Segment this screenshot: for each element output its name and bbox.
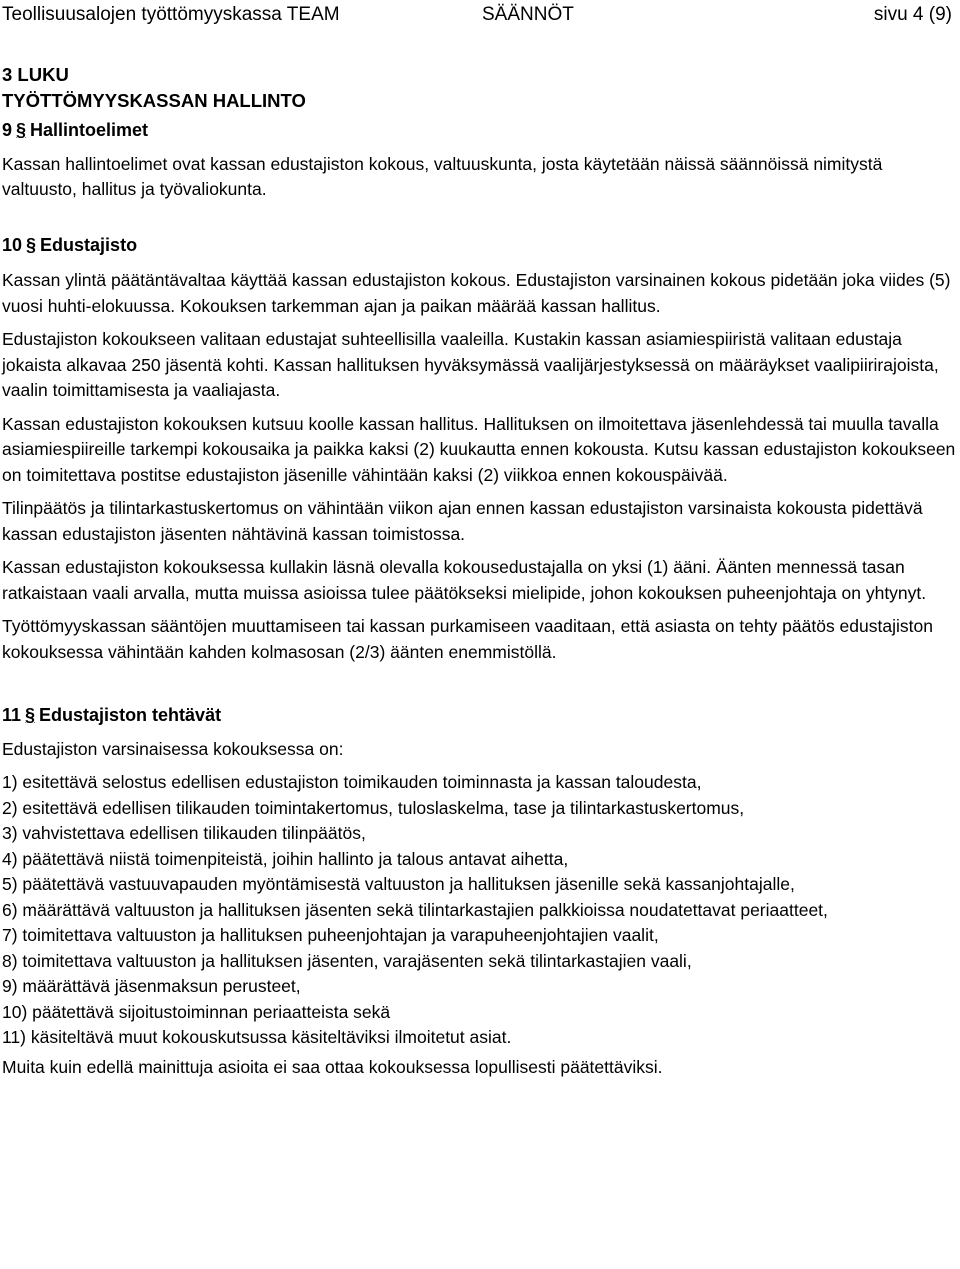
section-10-paragraph-2: Edustajiston kokoukseen valitaan edustajat suhteellisilla vaaleilla. Kustakin kassan asiamiespiiristä valitaan edustaja jokaista alkavaa 250 jäsentä kohti. Kassan hallituksen hyväksymässä vaalijärjestyksessä on määräykset vaalipiirirajoista, vaalin toimittamisesta ja vaaliajasta. [2, 329, 939, 400]
duties-list [2, 770, 957, 1051]
list-item: 8) toimitettava valtuuston ja hallituksen jäsenten, varajäsenten sekä tilintarkastajien vaali, [2, 950, 692, 971]
section-10-number: 10 [2, 234, 23, 255]
section-10-paragraph-1: Kassan ylintä päätäntävaltaa käyttää kassan edustajiston kokous. Edustajiston varsinainen kokous pidetään joka viides (5) vuosi huhti-elokuussa. Kokouksen tarkemman ajan ja paikan määrää kassan hallitus. [2, 270, 951, 316]
section-10-paragraph-6: Työttömyyskassan sääntöjen muuttamiseen tai kassan purkamiseen vaaditaan, että asiasta on tehty päätös edustajiston kokouksessa vähintään kahden kolmasosan (2/3) äänten enemmistöllä. [2, 616, 933, 662]
section-sign: § [16, 120, 27, 140]
list-item: 9) määrättävä jäsenmaksun perusteet, [2, 976, 301, 996]
list-item: 6) määrättävä valtuuston ja hallituksen jäsenten sekä tilintarkastajien palkkioissa noudatettavat periaatteet, [2, 899, 828, 920]
chapter-title: TYÖTTÖMYYSKASSAN HALLINTO [2, 90, 306, 111]
section-10-title: Edustajisto [40, 234, 138, 255]
list-item: 3) vahvistettava edellisen tilikauden tilinpäätös, [2, 823, 366, 843]
section-11-heading [2, 703, 957, 729]
section-10-heading [2, 233, 957, 259]
section-11-number: 11 [2, 705, 22, 725]
chapter-heading [2, 62, 957, 114]
list-item: 11) käsiteltävä muut kokouskutsussa käsiteltäviksi ilmoitetut asiat. [2, 1027, 512, 1047]
list-item: 10) päätettävä sijoitustoiminnan periaatteista sekä [2, 1001, 391, 1022]
section-9-heading [2, 118, 957, 144]
list-item: 5) päätettävä vastuuvapauden myöntämisestä valtuuston ja hallituksen jäsenille sekä kassanjohtajalle, [2, 874, 795, 894]
section-10-paragraph-3: Kassan edustajiston kokouksen kutsuu koolle kassan hallitus. Hallituksen on ilmoitettava jäsenlehdessä tai muulla tavalla asiamiespiireille tarkempi kokousaika ja paikka kaksi (2) kuukautta ennen kokousta. Kutsu kassan edustajiston kokoukseen on toimitettava postitse edustajiston jäsenille vähintään kaksi (2) viikkoa ennen kokouspäivää. [2, 413, 956, 485]
document-title: SÄÄNNÖT [482, 4, 574, 25]
chapter-number: 3 LUKU [2, 64, 69, 85]
section-10-paragraph-4: Tilinpäätös ja tilintarkastuskertomus on vähintään viikon ajan ennen kassan edustajiston varsinaista kokousta pidettävä kassan edustajiston jäsenten nähtävinä kassan toimistossa. [2, 498, 923, 544]
section-9-title: Hallintoelimet [30, 120, 149, 140]
section-11-intro: Edustajiston varsinaisessa kokouksessa on: [2, 738, 344, 759]
list-item: 4) päätettävä niistä toimenpiteistä, joihin hallinto ja talous antavat aihetta, [2, 848, 569, 869]
section-sign: § [25, 705, 36, 725]
section-11-closing: Muita kuin edellä mainittuja asioita ei saa ottaa kokouksessa lopullisesti päätettäviksi. [2, 1056, 663, 1077]
page-number: sivu 4 (9) [873, 4, 952, 25]
section-sign: § [26, 234, 37, 255]
section-11-title: Edustajiston tehtävät [39, 705, 222, 725]
section-10-paragraph-5: Kassan edustajiston kokouksessa kullakin läsnä olevalla kokousedustajalla on yksi (1) ääni. Äänten mennessä tasan ratkaistaan vaali arvalla, mutta muissa asioissa tulee päätökseksi mielipide, johon kokouksen puheenjohtaja on yhtynyt. [2, 557, 927, 603]
section-9-number: 9 [2, 120, 13, 140]
organization-name: Teollisuusalojen työttömyyskassa TEAM [2, 4, 340, 25]
section-9-paragraph-1: Kassan hallintoelimet ovat kassan edustajiston kokous, valtuuskunta, josta käytetään näissä säännöissä nimitystä valtuusto, hallitus ja työvaliokunta. [2, 153, 883, 199]
page-header [2, 2, 952, 28]
list-item: 2) esitettävä edellisen tilikauden toimintakertomus, tuloslaskelma, tase ja tilintarkastuskertomus, [2, 797, 745, 818]
document-body [2, 62, 957, 1088]
list-item: 7) toimitettava valtuuston ja hallituksen puheenjohtajan ja varapuheenjohtajien vaalit, [2, 925, 659, 945]
list-item: 1) esitettävä selostus edellisen edustajiston toimikauden toiminnasta ja kassan taloudesta, [2, 772, 702, 792]
